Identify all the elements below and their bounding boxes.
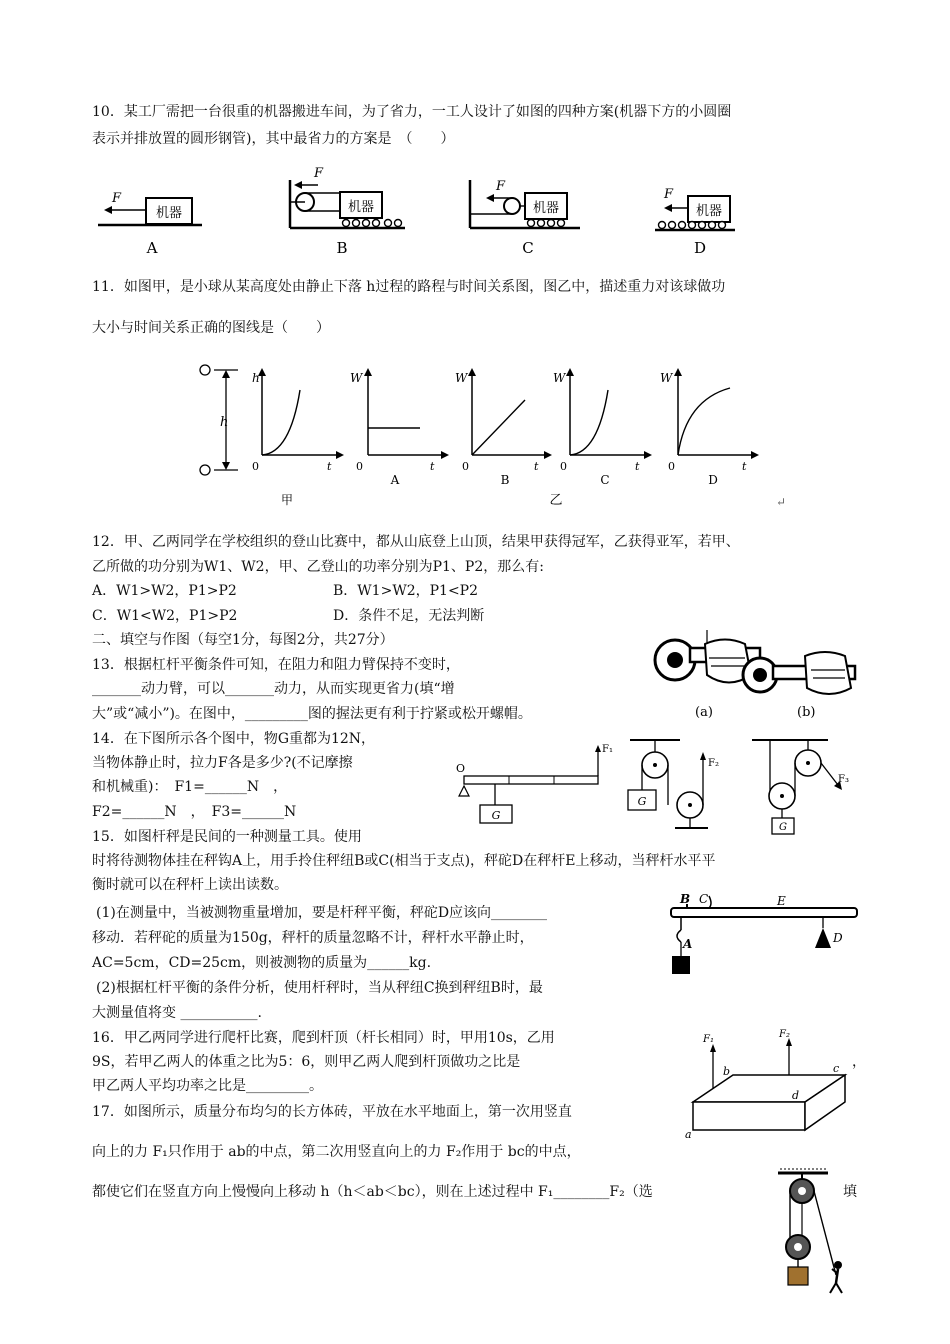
brick-figure — [685, 1030, 865, 1140]
svg-text:W: W — [553, 371, 566, 385]
svg-text:机器: 机器 — [155, 206, 183, 221]
svg-text:F: F — [664, 187, 674, 202]
svg-text:F: F — [112, 191, 122, 206]
q14-line2: 当物体静止时，拉力F各是多少?(不记摩擦 — [92, 755, 353, 771]
svg-text:b: b — [723, 1065, 731, 1078]
q15-line8: 大测量值将变 ___________. — [92, 1005, 262, 1021]
q15-line5: 移动．若秤砣的质量为150g，秤杆的质量忽略不计，秤杆水平静止时， — [92, 930, 534, 946]
svg-text:F₁: F₁ — [703, 1034, 714, 1045]
svg-text:机器: 机器 — [532, 201, 560, 216]
q17-line3: 都使它们在竖直方向上慢慢向上移动 h（h＜ab＜bc），则在上述过程中 F₁________F₂（选 — [92, 1184, 653, 1200]
lever-diagram — [456, 744, 613, 823]
svg-text:W: W — [350, 371, 363, 385]
svg-text:0: 0 — [356, 460, 363, 473]
svg-text:F₁: F₁ — [602, 744, 613, 755]
q17-tail: 填 — [843, 1184, 857, 1200]
q15-line1: 15．如图杆秤是民间的一种测量工具。使用 — [92, 829, 362, 845]
return-mark: ↵ — [776, 495, 787, 509]
option-c-diagram — [470, 179, 580, 257]
svg-text:t: t — [635, 460, 640, 473]
option-d-diagram — [655, 187, 735, 257]
label-jia: 甲 — [280, 493, 294, 507]
svg-text:E: E — [777, 894, 786, 908]
svg-text:A: A — [683, 937, 693, 951]
svg-text:d: d — [792, 1089, 800, 1102]
ball-drop-diagram — [200, 365, 238, 475]
svg-text:F: F — [496, 179, 506, 194]
q11-line1: 11．如图甲，是小球从某高度处由静止下落 h过程的路程与时间关系图，图乙中，描述重力对该球做功 — [92, 279, 726, 295]
svg-text:(b): (b) — [797, 705, 816, 720]
svg-text:D: D — [708, 473, 718, 487]
graph-jia — [252, 368, 344, 473]
svg-text:0: 0 — [252, 460, 259, 473]
svg-text:B: B — [680, 892, 691, 906]
q15-line7: (2)根据杠杆平衡的条件分析，使用杆秤时，当从秤纽C换到秤纽B时，最 — [96, 980, 543, 996]
svg-text:0: 0 — [560, 460, 567, 473]
svg-text:B: B — [336, 239, 348, 257]
graph-a — [350, 368, 449, 487]
svg-text:A: A — [146, 239, 158, 257]
q14-figure — [450, 730, 870, 840]
q15-line3: 衡时就可以在秤杆上读出读数。 — [92, 877, 288, 893]
q10-line2: 表示并排放置的圆形钢管)，其中最省力的方案是 （ ） — [92, 131, 455, 147]
q12-line1: 12．甲、乙两同学在学校组织的登山比赛中，都从山底登上山顶，结果甲获得冠军，乙获得亚军，若甲、 — [92, 534, 740, 550]
q11-figure — [0, 360, 950, 520]
svg-text:t: t — [534, 460, 539, 473]
q15-line4: (1)在测量中，当被测物重量增加，要是杆秤平衡，秤砣D应该向________ — [96, 905, 548, 921]
svg-text:C: C — [699, 892, 709, 906]
svg-text:h: h — [220, 415, 229, 430]
svg-text:A: A — [390, 473, 400, 487]
q17-line2: 向上的力 F₁只作用于 ab的中点，第二次用竖直向上的力 F₂作用于 bc的中点， — [92, 1144, 581, 1160]
q13-line1: 13．根据杠杆平衡条件可知，在阻力和阻力臂保持不变时， — [92, 657, 460, 673]
svg-text:G: G — [637, 795, 647, 808]
q16-line2: 9S，若甲乙两人的体重之比为5：6，则甲乙两人爬到杆顶做功之比是 — [92, 1054, 521, 1070]
svg-text:F: F — [314, 166, 324, 181]
svg-text:机器: 机器 — [695, 204, 723, 219]
svg-text:机器: 机器 — [347, 200, 375, 215]
section-2-heading: 二、填空与作图（每空1分，每图2分，共27分） — [92, 632, 394, 648]
svg-text:F₂: F₂ — [708, 758, 719, 769]
svg-text:h: h — [252, 371, 260, 385]
graph-d — [660, 368, 759, 487]
svg-text:W: W — [455, 371, 468, 385]
graph-c — [553, 368, 652, 487]
svg-text:t: t — [742, 460, 747, 473]
q15-line6: AC=5cm，CD=25cm，则被测物的质量为______kg. — [92, 955, 432, 971]
svg-text:D: D — [833, 931, 843, 945]
q13-line3: 大”或“减小”)。在图中，_________图的握法更有利于拧紧或松开螺帽。 — [92, 706, 532, 722]
wrench-b — [743, 652, 855, 694]
q12-option-d: D．条件不足，无法判断 — [333, 608, 485, 624]
q12-line2: 乙所做的功分别为W1、W2，甲、乙登山的功率分别为P1、P2，那么有: — [92, 559, 544, 575]
graph-b — [455, 368, 552, 487]
pulley-worker-figure — [768, 1165, 858, 1295]
svg-text:C: C — [522, 239, 534, 257]
svg-text:a: a — [685, 1128, 692, 1141]
option-a-diagram — [98, 191, 202, 257]
svg-text:D: D — [693, 239, 707, 257]
q14-line1: 14．在下图所示各个图中，物G重都为12N， — [92, 731, 376, 747]
svg-text:0: 0 — [462, 460, 469, 473]
svg-text:O: O — [456, 762, 466, 775]
option-b-diagram — [290, 166, 405, 257]
svg-text:F₂: F₂ — [779, 1029, 790, 1040]
wrench-figure — [645, 630, 875, 720]
svg-text:G: G — [491, 809, 501, 822]
q14-line4: F2=______N ， F3=______N — [92, 804, 297, 820]
svg-text:F₃: F₃ — [838, 774, 849, 785]
q16-line1: 16．甲乙两同学进行爬杆比赛，爬到杆顶（杆长相同）时，甲用10s，乙用 — [92, 1030, 555, 1046]
svg-text:t: t — [327, 460, 332, 473]
svg-text:0: 0 — [668, 460, 675, 473]
q10-line1: 10．某工厂需把一台很重的机器搬进车间，为了省力，一工人设计了如图的四种方案(机器下方的小圆圈 — [92, 104, 732, 120]
svg-text:C: C — [600, 473, 610, 487]
q17-line1: 17．如图所示，质量分布均匀的长方体砖，平放在水平地面上，第一次用竖直 — [92, 1104, 572, 1120]
q15-line2: 时将待测物体挂在秤钩A上，用手拎住秤纽B或C(相当于支点)，秤砣D在秤杆E上移动，当秤杆水平平 — [92, 853, 716, 869]
q14-line3: 和机械重)： F1=______N ， — [92, 779, 288, 795]
q11-line2: 大小与时间关系正确的图线是（ ） — [92, 320, 330, 336]
q10-figure — [0, 160, 950, 260]
q12-option-b: B．W1>W2，P1<P2 — [333, 583, 478, 599]
pulley-f2-diagram — [628, 740, 719, 828]
svg-text:W: W — [660, 371, 673, 385]
svg-text:c: c — [833, 1062, 840, 1075]
q12-option-c: C．W1<W2，P1>P2 — [92, 608, 238, 624]
q16-comma: ， — [852, 1054, 866, 1070]
svg-text:B: B — [500, 473, 510, 487]
label-yi: 乙 — [549, 493, 563, 508]
pulley-f3-diagram — [752, 740, 849, 834]
svg-text:G: G — [779, 822, 787, 833]
q12-option-a: A．W1>W2，P1>P2 — [92, 583, 237, 599]
svg-text:t: t — [430, 460, 435, 473]
q13-line2: _______动力臂，可以_______动力，从而实现更省力(填“增 — [92, 681, 455, 697]
q16-line3: 甲乙两人平均功率之比是_________。 — [92, 1078, 323, 1094]
steelyard-figure — [665, 890, 875, 990]
svg-text:(a): (a) — [695, 705, 713, 720]
